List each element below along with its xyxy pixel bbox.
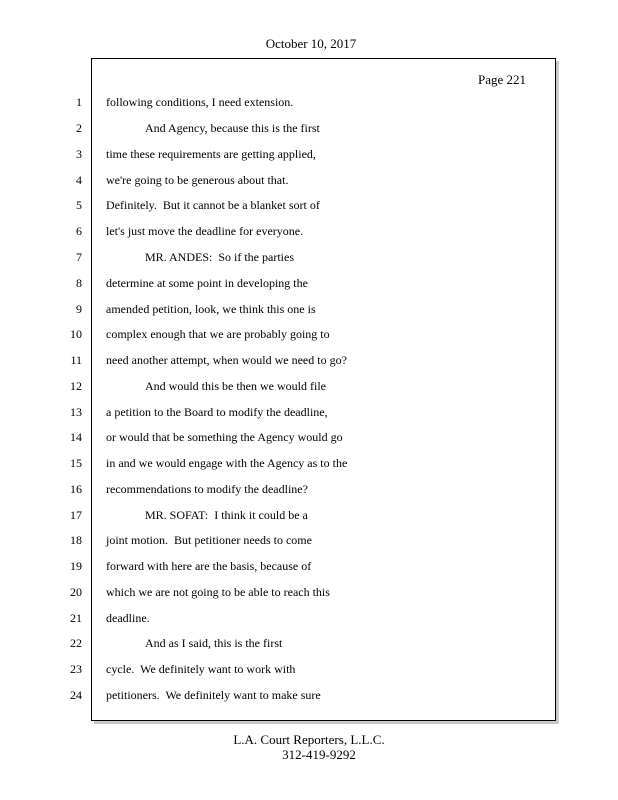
transcript-line: complex enough that we are probably going to [106, 327, 330, 341]
transcript-line: let's just move the deadline for everyone. [106, 224, 304, 238]
reporter-phone: 312-419-9292 [282, 747, 356, 762]
transcript-date: October 10, 2017 [265, 36, 357, 51]
transcript-line: need another attempt, when would we need to go? [106, 353, 347, 367]
footer [0, 732, 618, 762]
line-number: 22 [70, 636, 82, 650]
line-number: 20 [70, 585, 82, 599]
line-number: 21 [70, 611, 82, 625]
transcript-line: And would this be then we would file [145, 379, 326, 393]
transcript-line: deadline. [106, 611, 150, 625]
transcript-line: or would that be something the Agency would go [106, 430, 343, 444]
transcript-line: And Agency, because this is the first [145, 121, 320, 135]
transcript-line: petitioners. We definitely want to make sure [106, 688, 321, 702]
line-number: 19 [70, 559, 82, 573]
page-number: Page 221 [478, 72, 527, 87]
line-number: 16 [70, 482, 82, 496]
line-number: 5 [76, 198, 82, 212]
transcript-line: MR. ANDES: So if the parties [145, 250, 294, 264]
transcript-line: MR. SOFAT: I think it could be a [145, 508, 308, 522]
reporter-company: L.A. Court Reporters, L.L.C. [233, 732, 385, 747]
line-number: 6 [76, 224, 82, 238]
line-number: 1 [76, 95, 82, 109]
line-number: 23 [70, 662, 82, 676]
line-number: 8 [76, 276, 82, 290]
transcript-line: forward with here are the basis, because of [106, 559, 312, 573]
line-number: 17 [70, 508, 82, 522]
transcript-line: in and we would engage with the Agency as to the [106, 456, 348, 470]
transcript-line: And as I said, this is the first [145, 636, 283, 650]
line-number: 13 [70, 405, 82, 419]
line-number: 10 [70, 327, 82, 341]
transcript-line: which we are not going to be able to reach this [106, 585, 330, 599]
line-number: 4 [76, 173, 82, 187]
line-number: 2 [76, 121, 82, 135]
line-number: 18 [70, 533, 82, 547]
transcript-line: a petition to the Board to modify the deadline, [106, 405, 328, 419]
line-number: 12 [70, 379, 82, 393]
line-number: 14 [70, 430, 82, 444]
line-number: 11 [70, 353, 82, 367]
transcript-line: recommendations to modify the deadline? [106, 482, 308, 496]
transcript-line: we're going to be generous about that. [106, 173, 289, 187]
line-number: 3 [76, 147, 82, 161]
line-number: 15 [70, 456, 82, 470]
line-number: 7 [76, 250, 82, 264]
transcript-line: time these requirements are getting applied, [106, 147, 316, 161]
line-number: 24 [70, 688, 82, 702]
line-number: 9 [76, 302, 82, 316]
transcript-line: cycle. We definitely want to work with [106, 662, 296, 676]
transcript-line: Definitely. But it cannot be a blanket sort of [106, 198, 320, 212]
transcript-line: amended petition, look, we think this one is [106, 302, 316, 316]
transcript-line: determine at some point in developing the [106, 276, 308, 290]
transcript-line: following conditions, I need extension. [106, 95, 294, 109]
transcript-line: joint motion. But petitioner needs to come [106, 533, 312, 547]
